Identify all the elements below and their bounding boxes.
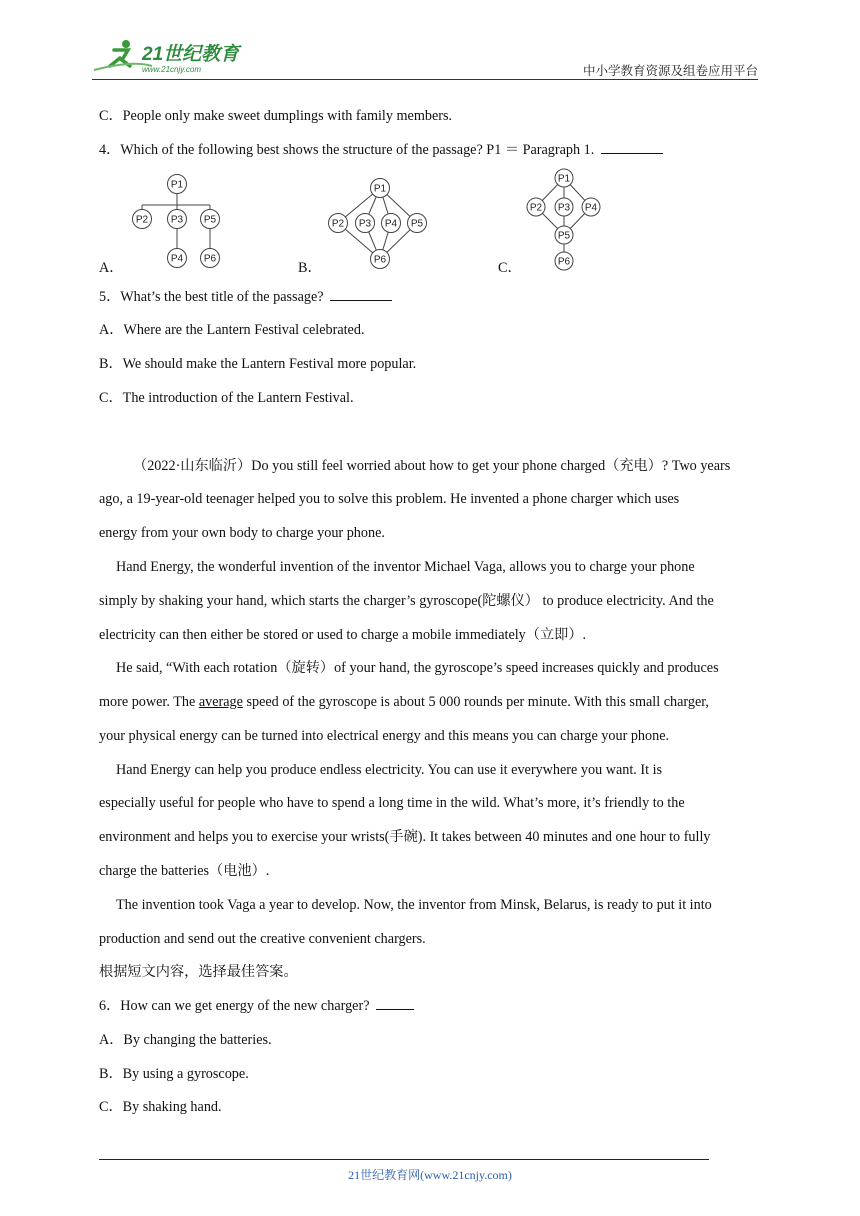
- passage-line-8: [99, 692, 709, 712]
- node-p3: P3: [557, 202, 571, 214]
- q5-option-c: C．The introduction of the Lantern Festival.: [99, 390, 354, 406]
- node-p6: P6: [557, 256, 571, 268]
- instruction-text: 根据短文内容，选择最佳答案。: [99, 964, 298, 980]
- passage-line-8-start: more power. The: [99, 694, 199, 710]
- q5-stem-text: 5．What’s the best title of the passage?: [99, 289, 324, 305]
- passage-line-2: ago, a 19-year-old teenager helped you to solve this problem. He invented a phone charger which uses: [99, 491, 680, 507]
- q6-stem: [99, 996, 414, 1016]
- passage-line-3: energy from your own body to charge your phone.: [99, 525, 385, 541]
- q6-answer-blank: [376, 997, 414, 1010]
- node-p1: P1: [557, 173, 571, 185]
- node-p1: P1: [170, 179, 184, 191]
- node-p2: P2: [529, 202, 543, 214]
- passage-line-9: your physical energy can be turned into electrical energy and this means you can charge your phone.: [99, 728, 670, 744]
- q5-option-a: A．Where are the Lantern Festival celebrated.: [99, 322, 365, 338]
- header-divider: [92, 79, 758, 80]
- passage-line-10: Hand Energy can help you produce endless electricity. You can use it everywhere you want. It is: [116, 762, 663, 778]
- node-p4: P4: [584, 202, 598, 214]
- passage-line-6: electricity can then either be stored or used to charge a mobile immediately（立即）.: [99, 627, 587, 643]
- structure-diagram-c: [522, 166, 606, 272]
- site-logo: [92, 36, 262, 76]
- q5-option-b: B．We should make the Lantern Festival more popular.: [99, 356, 417, 372]
- q6-option-c: C．By shaking hand.: [99, 1099, 222, 1115]
- node-p1: P1: [373, 183, 387, 195]
- structure-diagram-b: [325, 176, 435, 272]
- node-p3: P3: [170, 214, 184, 226]
- passage-line-13: charge the batteries（电池）.: [99, 863, 270, 879]
- q6-stem-text: 6．How can we get energy of the new charger?: [99, 998, 370, 1014]
- passage-line-8-end: speed of the gyroscope is about 5 000 rounds per minute. With this small charger,: [242, 694, 709, 710]
- q5-stem: [99, 287, 392, 307]
- node-p5: P5: [410, 218, 424, 230]
- passage-line-4: Hand Energy, the wonderful invention of the inventor Michael Vaga, allows you to charge your phone: [116, 559, 695, 575]
- passage-line-14: The invention took Vaga a year to develop. Now, the inventor from Minsk, Belarus, is ready to put it into: [116, 897, 712, 913]
- passage-line-5: simply by shaking your hand, which starts the charger’s gyroscope(陀螺仪） to produce electricity. And the: [99, 593, 714, 609]
- node-p4: P4: [170, 253, 184, 265]
- passage-line-12: environment and helps you to exercise your wrists(手碗). It takes between 40 minutes and one hour to fully: [99, 829, 711, 845]
- q6-option-a: A．By changing the batteries.: [99, 1032, 272, 1048]
- node-p3: P3: [358, 218, 372, 230]
- node-p6: P6: [373, 254, 387, 266]
- q4-option-a-label: A．: [99, 260, 124, 276]
- passage-line-11: especially useful for people who have to spend a long time in the wild. What’s more, it’s friendly to the: [99, 795, 685, 811]
- node-p2: P2: [331, 218, 345, 230]
- node-p2: P2: [135, 214, 149, 226]
- node-p4: P4: [384, 218, 398, 230]
- passage-line-15: production and send out the creative convenient chargers.: [99, 931, 426, 947]
- node-p5: P5: [203, 214, 217, 226]
- platform-name: 中小学教育资源及组卷应用平台: [582, 64, 758, 78]
- passage-line-1: （2022·山东临沂）Do you still feel worried about how to get your phone charged（充电）? Two years: [133, 458, 731, 474]
- underlined-word-average: average: [198, 694, 243, 710]
- passage-line-7: He said, “With each rotation（旋转）of your hand, the gyroscope’s speed increases quickly and produces: [116, 660, 719, 676]
- footer-divider: [99, 1159, 709, 1160]
- q6-option-b: B．By using a gyroscope.: [99, 1066, 249, 1082]
- page-header: [92, 30, 758, 80]
- q3-option-c: C．People only make sweet dumplings with family members.: [99, 108, 453, 124]
- footer-link[interactable]: 21世纪教育网(www.21cnjy.com): [348, 1168, 512, 1182]
- node-p6: P6: [203, 253, 217, 265]
- q4-stem-text: 4．Which of the following best shows the structure of the passage? P1 ＝ Paragraph 1.: [99, 142, 595, 158]
- logo-url-text: www.21cnjy.com: [142, 65, 201, 74]
- q5-answer-blank: [330, 288, 392, 301]
- q4-stem: [99, 140, 663, 160]
- logo-text: 21世纪教育: [142, 44, 240, 65]
- q4-answer-blank: [601, 141, 663, 154]
- structure-diagram-a: [126, 170, 226, 270]
- q4-option-c-label: C．: [498, 260, 522, 276]
- node-p5: P5: [557, 230, 571, 242]
- q4-option-b-label: B．: [298, 260, 322, 276]
